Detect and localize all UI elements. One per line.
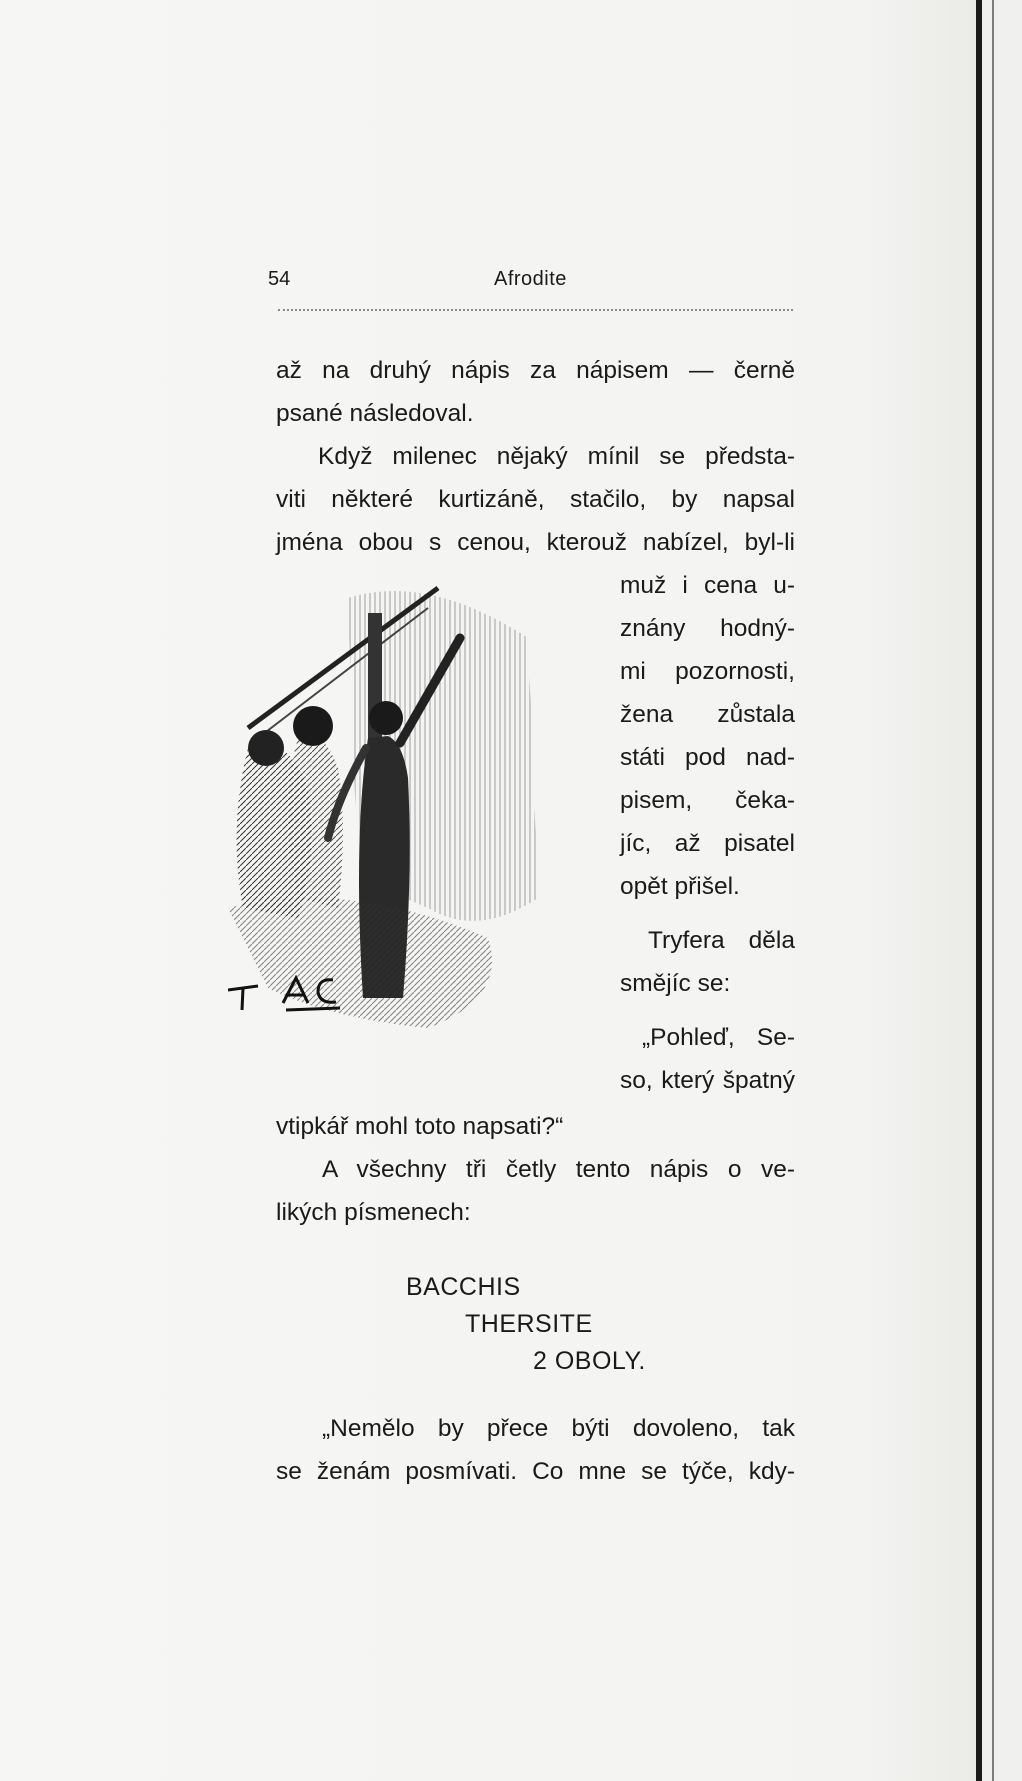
- body-line: viti některé kurtizáně, stačilo, by napsal: [276, 486, 795, 513]
- engraving-illustration: [228, 578, 588, 1078]
- page-number: 54: [268, 268, 291, 290]
- body-line: A všechny tři četly tento nápis o ve-: [322, 1156, 795, 1183]
- body-line: smějíc se:: [620, 970, 731, 997]
- inscription-line: THERSITE: [465, 1310, 593, 1338]
- page-binding-edge: [976, 0, 1022, 1781]
- body-line: so, který špatný: [620, 1067, 795, 1094]
- body-line: muž i cena u-: [620, 572, 795, 599]
- body-line: znány hodný-: [620, 615, 795, 642]
- header-rule: [278, 309, 793, 311]
- body-line: likých písmenech:: [276, 1199, 471, 1226]
- body-line: žena zůstala: [620, 701, 795, 728]
- body-line: jména obou s cenou, kterouž nabízel, byl-li: [276, 529, 795, 556]
- body-line: „Nemělo by přece býti dovoleno, tak: [322, 1415, 795, 1442]
- body-line: opět přišel.: [620, 873, 740, 900]
- inscription-line: 2 OBOLY.: [533, 1347, 646, 1375]
- body-line: mi pozornosti,: [620, 658, 795, 685]
- body-line: Tryfera děla: [648, 927, 795, 954]
- body-line: Když milenec nějaký mínil se předsta-: [318, 443, 795, 470]
- inscription-line: BACCHIS: [406, 1273, 521, 1301]
- body-line: jíc, až pisatel: [620, 830, 795, 857]
- body-line: se ženám posmívati. Co mne se týče, kdy-: [276, 1458, 795, 1485]
- body-line: vtipkář mohl toto napsati?“: [276, 1113, 564, 1140]
- body-line: pisem, čeka-: [620, 787, 795, 814]
- page-header: [268, 264, 798, 304]
- body-line: státi pod nad-: [620, 744, 795, 771]
- body-line: až na druhý nápis za nápisem — černě: [276, 357, 795, 384]
- body-line: psané následoval.: [276, 400, 474, 427]
- body-line: „Pohleď, Se-: [642, 1024, 795, 1051]
- running-title: Afrodite: [494, 268, 567, 290]
